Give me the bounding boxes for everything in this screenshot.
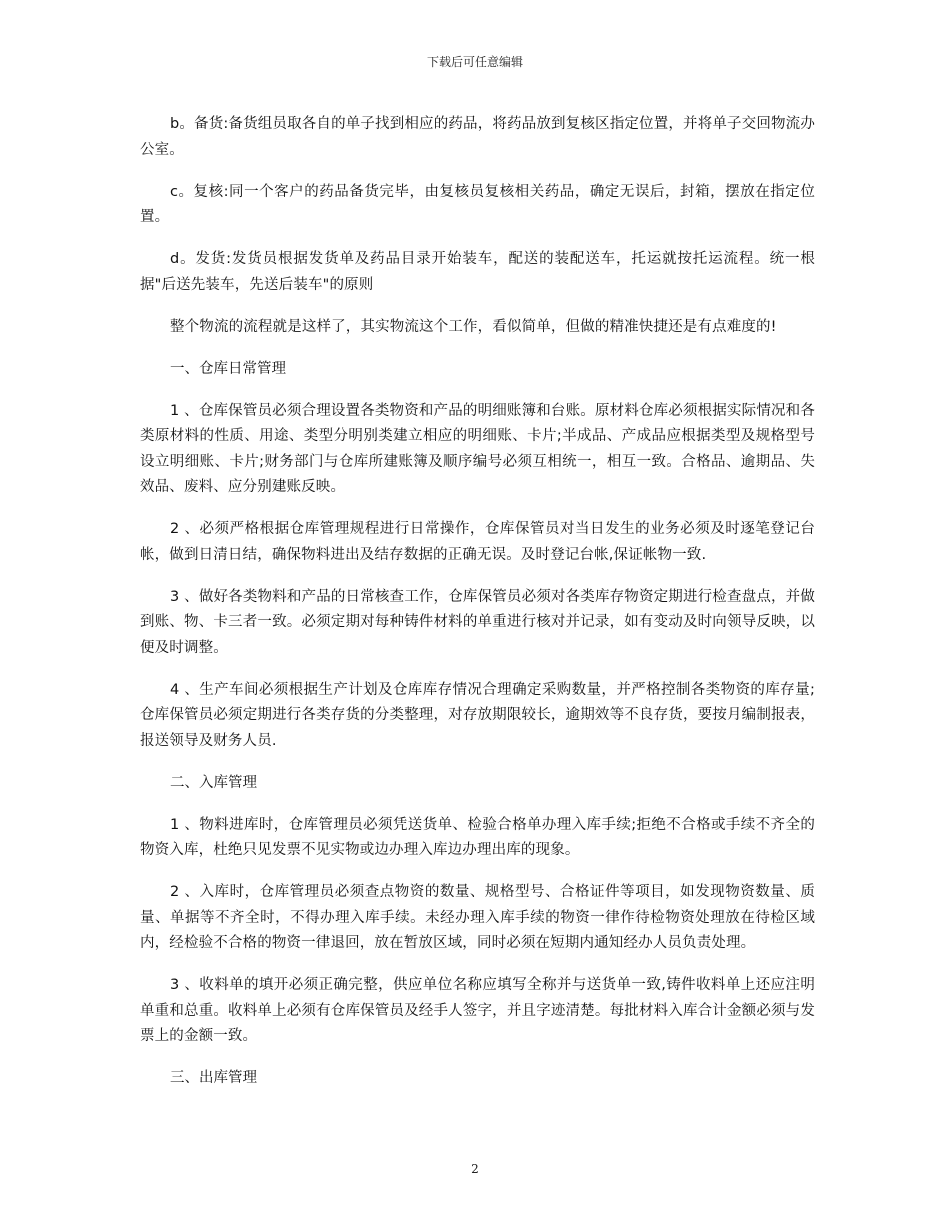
section-heading-outbound-management: 三、出库管理 [170, 1070, 257, 1086]
document-body [140, 112, 815, 1108]
page-number: 2 [471, 1162, 479, 1176]
paragraph-daily-2: 2 、必须严格根据仓库管理规程进行日常操作，仓库保管员对当日发生的业务必须及时逐笔登记台帐，做到日清日结，确保物料进出及结存数据的正确无误。及时登记台帐,保证帐物一致. [140, 521, 815, 563]
paragraph-inbound-3: 3 、收料单的填开必须正确完整，供应单位名称应填写全称并与送货单一致,铸件收料单上还应注明单重和总重。收料单上必须有仓库保管员及经手人签字，并且字迹清楚。每批材料入库合计金额必须与发票上的金额一致。 [140, 977, 815, 1044]
paragraph-c-review: c。复核:同一个客户的药品备货完毕，由复核员复核相关药品，确定无误后，封箱，摆放在指定位置。 [140, 183, 815, 225]
paragraph-summary: 整个物流的流程就是这样了，其实物流这个工作，看似简单，但做的精准快捷还是有点难度的! [170, 318, 777, 335]
paragraph-inbound-1: 1 、物料进库时，仓库管理员必须凭送货单、检验合格单办理入库手续;拒绝不合格或手续不齐全的物资入库，杜绝只见发票不见实物或边办理入库边办理出库的现象。 [140, 816, 815, 858]
page-header: 下载后可任意编辑 [426, 55, 523, 69]
paragraph-d-shipping: d。发货:发货员根据发货单及药品目录开始装车，配送的装配送车，托运就按托运流程。统一根据"后送先装车，先送后装车"的原则 [140, 251, 815, 293]
paragraph-daily-1: 1 、仓库保管员必须合理设置各类物资和产品的明细账簿和台账。原材料仓库必须根据实际情况和各类原材料的性质、用途、类型分明别类建立相应的明细账、卡片;半成品、产成品应根据类型及规格型号设立明细账、卡片;财务部门与仓库所建账簿及顺序编号必须互相统一，相互一致。合格品、逾期品、失效品、废料、应分别建账反映。 [140, 402, 815, 495]
paragraph-inbound-2: 2 、入库时，仓库管理员必须查点物资的数量、规格型号、合格证件等项目，如发现物资数量、质量、单据等不齐全时，不得办理入库手续。未经办理入库手续的物资一律作待检物资处理放在待检区域内，经检验不合格的物资一律退回，放在暂放区域，同时必须在短期内通知经办人员负责处理。 [140, 884, 815, 951]
paragraph-daily-3: 3 、做好各类物料和产品的日常核查工作，仓库保管员必须对各类库存物资定期进行检查盘点，并做到账、物、卡三者一致。必须定期对每种铸件材料的单重进行核对并记录，如有变动及时向领导反映，以便及时调整。 [140, 588, 815, 656]
paragraph-b-picking: b。备货:备货组员取各自的单子找到相应的药品，将药品放到复核区指定位置，并将单子交回物流办公室。 [140, 116, 815, 158]
section-heading-daily-management: 一、仓库日常管理 [170, 360, 286, 377]
paragraph-daily-4: 4 、生产车间必须根据生产计划及仓库库存情况合理确定采购数量，并严格控制各类物资的库存量;仓库保管员必须定期进行各类存货的分类整理，对存放期限较长，逾期效等不良存货，要按月编制报表，报送领导及财务人员. [140, 681, 815, 749]
section-heading-inbound-management: 二、入库管理 [170, 774, 257, 791]
